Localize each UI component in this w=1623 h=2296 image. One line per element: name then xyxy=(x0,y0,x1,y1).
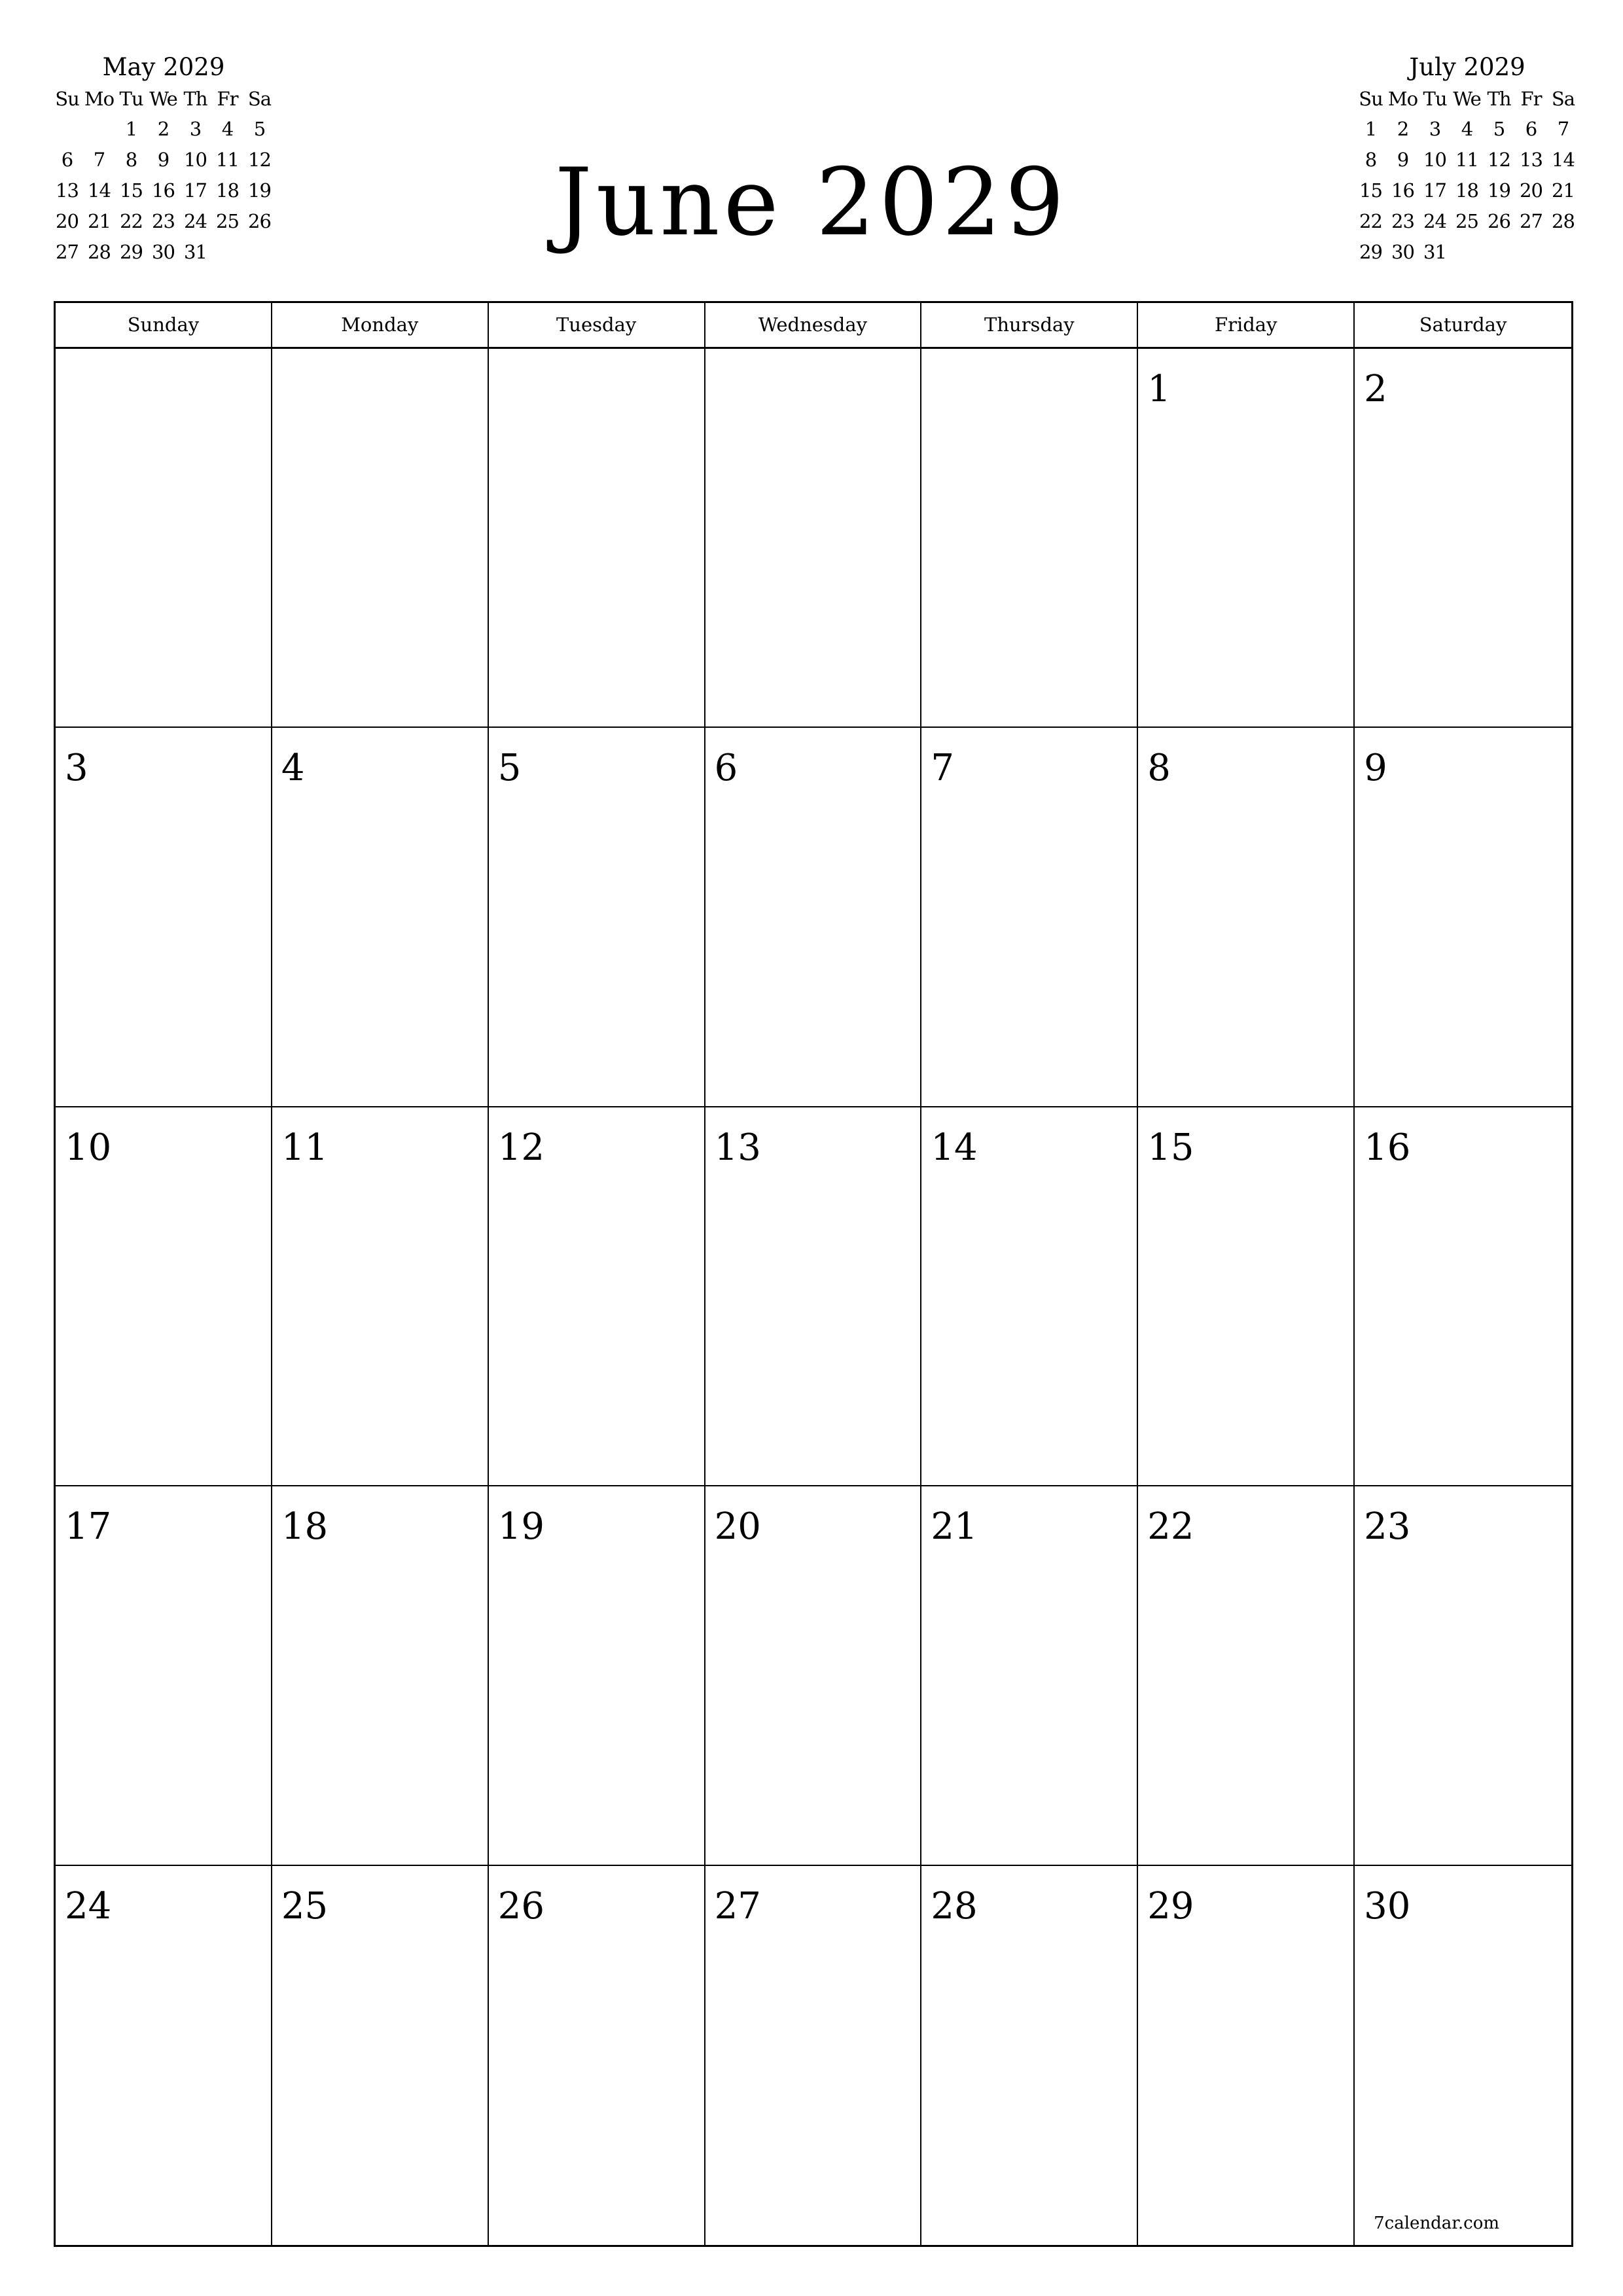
day-number: 2 xyxy=(1364,368,1387,410)
day-number: 6 xyxy=(714,747,738,790)
mini-day xyxy=(1451,237,1483,268)
mini-weekday: Tu xyxy=(1423,88,1447,110)
day-number: 12 xyxy=(497,1126,544,1169)
day-cell[interactable] xyxy=(1138,1107,1355,1486)
day-cell[interactable] xyxy=(705,349,922,728)
day-number: 7 xyxy=(931,747,955,790)
mini-day xyxy=(1515,237,1547,268)
day-cell[interactable] xyxy=(921,1486,1138,1865)
day-number: 11 xyxy=(281,1126,329,1169)
mini-day xyxy=(1355,268,1387,298)
day-number: 13 xyxy=(714,1126,761,1169)
mini-weekday: Th xyxy=(183,88,207,110)
mini-calendar-next xyxy=(1355,51,1580,298)
mini-calendar-title: May 2029 xyxy=(102,53,225,81)
day-cell[interactable] xyxy=(56,1866,272,2245)
mini-day: 19 xyxy=(1488,179,1510,202)
day-number: 30 xyxy=(1364,1884,1411,1928)
mini-day: 7 xyxy=(93,149,105,171)
day-cell[interactable] xyxy=(489,728,705,1107)
day-number: 24 xyxy=(65,1884,112,1928)
mini-weekday: Su xyxy=(1359,88,1383,110)
day-cell[interactable] xyxy=(489,349,705,728)
day-number: 20 xyxy=(714,1505,761,1549)
day-cell[interactable] xyxy=(1138,349,1355,728)
weekday-header-row xyxy=(56,303,1571,349)
page-title: June 2029 xyxy=(554,149,1069,257)
day-number: 17 xyxy=(65,1505,112,1549)
mini-weekday: Fr xyxy=(217,88,238,110)
day-cell[interactable] xyxy=(56,1486,272,1865)
day-number: 23 xyxy=(1364,1505,1411,1549)
mini-day: 14 xyxy=(1552,149,1575,171)
mini-day-grid xyxy=(51,114,276,298)
mini-weekday: We xyxy=(1453,88,1481,110)
mini-day xyxy=(1483,237,1515,268)
mini-day: 13 xyxy=(56,179,79,202)
mini-day: 25 xyxy=(1455,210,1478,232)
day-cell[interactable] xyxy=(921,349,1138,728)
day-cell[interactable] xyxy=(272,349,489,728)
mini-day: 20 xyxy=(56,210,79,232)
mini-day: 23 xyxy=(1391,210,1414,232)
mini-day: 12 xyxy=(1488,149,1510,171)
day-cell[interactable] xyxy=(1138,1866,1355,2245)
mini-day: 3 xyxy=(1429,118,1441,140)
mini-day: 27 xyxy=(1520,210,1543,232)
mini-day xyxy=(51,268,83,298)
day-cell[interactable] xyxy=(489,1486,705,1865)
mini-day: 6 xyxy=(1525,118,1537,140)
day-number: 4 xyxy=(281,747,305,790)
mini-weekday: Sa xyxy=(1551,88,1575,110)
day-cell[interactable] xyxy=(1355,1486,1571,1865)
mini-day: 19 xyxy=(248,179,271,202)
mini-weekday: Fr xyxy=(1520,88,1542,110)
mini-day-grid xyxy=(1355,114,1580,298)
weekday-header: Wednesday xyxy=(705,303,922,347)
day-number: 18 xyxy=(281,1505,329,1549)
mini-day: 16 xyxy=(1391,179,1414,202)
day-cell[interactable] xyxy=(921,1866,1138,2245)
mini-day: 5 xyxy=(1493,118,1505,140)
mini-day: 4 xyxy=(221,118,234,140)
mini-day: 13 xyxy=(1520,149,1543,171)
day-cell[interactable] xyxy=(1355,349,1571,728)
mini-day: 10 xyxy=(1423,149,1446,171)
mini-day: 5 xyxy=(253,118,266,140)
day-number: 28 xyxy=(931,1884,978,1928)
day-number: 10 xyxy=(65,1126,112,1169)
day-cell[interactable] xyxy=(705,728,922,1107)
mini-day: 1 xyxy=(1364,118,1377,140)
mini-weekday: Sa xyxy=(247,88,272,110)
day-cell[interactable] xyxy=(1355,1866,1571,2245)
mini-calendar-previous xyxy=(51,51,276,298)
mini-day: 4 xyxy=(1461,118,1473,140)
mini-day xyxy=(1547,237,1579,268)
day-cell[interactable] xyxy=(56,728,272,1107)
weekday-header: Thursday xyxy=(921,303,1138,347)
day-number: 26 xyxy=(497,1884,544,1928)
weekday-header: Saturday xyxy=(1419,314,1507,336)
day-cell[interactable] xyxy=(56,1107,272,1486)
day-number: 14 xyxy=(931,1126,978,1169)
mini-day: 25 xyxy=(216,210,239,232)
mini-day: 22 xyxy=(120,210,143,232)
mini-day: 16 xyxy=(152,179,175,202)
day-number: 15 xyxy=(1147,1126,1194,1169)
mini-day: 26 xyxy=(248,210,271,232)
day-number: 29 xyxy=(1147,1884,1194,1928)
mini-day xyxy=(51,114,83,145)
mini-day: 10 xyxy=(184,149,207,171)
day-cell[interactable] xyxy=(272,1866,489,2245)
mini-day: 2 xyxy=(1397,118,1409,140)
day-number: 16 xyxy=(1364,1126,1411,1169)
day-cells xyxy=(56,349,1571,2245)
day-cell[interactable] xyxy=(921,1107,1138,1486)
day-cell[interactable] xyxy=(1355,728,1571,1107)
site-credit: 7calendar.com xyxy=(1374,2214,1499,2233)
mini-weekday: Tu xyxy=(119,88,143,110)
mini-day: 24 xyxy=(1423,210,1446,232)
day-cell[interactable] xyxy=(705,1866,922,2245)
day-cell[interactable] xyxy=(1138,728,1355,1107)
day-cell[interactable] xyxy=(56,349,272,728)
mini-day: 11 xyxy=(1455,149,1478,171)
weekday-header: Sunday xyxy=(56,303,272,347)
mini-day: 6 xyxy=(61,149,73,171)
day-cell[interactable] xyxy=(1355,1107,1571,1486)
mini-day: 18 xyxy=(216,179,239,202)
mini-day: 23 xyxy=(152,210,175,232)
month-grid xyxy=(54,301,1573,2247)
day-number: 22 xyxy=(1147,1505,1194,1549)
day-number: 19 xyxy=(497,1505,544,1549)
mini-day xyxy=(243,237,276,268)
day-cell[interactable] xyxy=(272,1486,489,1865)
day-number: 3 xyxy=(65,747,88,790)
weekday-header: Friday xyxy=(1138,303,1355,347)
mini-day: 30 xyxy=(152,241,175,263)
day-number: 5 xyxy=(497,747,522,790)
mini-weekday: Th xyxy=(1487,88,1511,110)
mini-day: 14 xyxy=(88,179,111,202)
mini-day: 30 xyxy=(1391,241,1414,263)
day-cell[interactable] xyxy=(489,1107,705,1486)
mini-day: 31 xyxy=(1423,241,1446,263)
mini-day: 15 xyxy=(1359,179,1382,202)
mini-day: 12 xyxy=(248,149,271,171)
mini-weekday: Mo xyxy=(84,88,115,110)
mini-day xyxy=(83,114,115,145)
mini-day: 15 xyxy=(120,179,143,202)
mini-day: 29 xyxy=(1359,241,1382,263)
mini-day: 17 xyxy=(184,179,207,202)
weekday-header: Monday xyxy=(272,303,489,347)
day-number: 1 xyxy=(1147,368,1171,410)
mini-day: 7 xyxy=(1557,118,1569,140)
mini-day: 18 xyxy=(1455,179,1478,202)
mini-day: 9 xyxy=(1397,149,1409,171)
mini-day xyxy=(211,237,243,268)
day-number: 25 xyxy=(281,1884,329,1928)
mini-day: 24 xyxy=(184,210,207,232)
mini-weekday-row xyxy=(51,84,276,114)
mini-day: 8 xyxy=(125,149,137,171)
day-cell[interactable] xyxy=(272,1107,489,1486)
mini-day: 27 xyxy=(56,241,79,263)
mini-day: 29 xyxy=(120,241,143,263)
day-number: 27 xyxy=(714,1884,761,1928)
mini-day: 21 xyxy=(88,210,111,232)
day-cell[interactable] xyxy=(272,728,489,1107)
day-cell[interactable] xyxy=(705,1107,922,1486)
mini-day: 28 xyxy=(1552,210,1575,232)
mini-day: 1 xyxy=(125,118,137,140)
mini-day: 31 xyxy=(184,241,207,263)
day-number: 21 xyxy=(931,1505,978,1549)
mini-day: 3 xyxy=(189,118,202,140)
mini-day: 21 xyxy=(1552,179,1575,202)
day-cell[interactable] xyxy=(1138,1486,1355,1865)
day-cell[interactable] xyxy=(705,1486,922,1865)
mini-day: 20 xyxy=(1520,179,1543,202)
mini-day: 26 xyxy=(1488,210,1510,232)
weekday-header: Tuesday xyxy=(489,303,705,347)
mini-weekday-row xyxy=(1355,84,1580,114)
day-cell[interactable] xyxy=(921,728,1138,1107)
day-cell[interactable] xyxy=(489,1866,705,2245)
mini-day: 9 xyxy=(157,149,169,171)
mini-weekday: Su xyxy=(55,88,79,110)
mini-calendar-title: July 2029 xyxy=(1409,53,1525,81)
mini-weekday: We xyxy=(149,88,177,110)
mini-day: 8 xyxy=(1364,149,1377,171)
day-number: 8 xyxy=(1147,747,1171,790)
mini-day: 2 xyxy=(157,118,169,140)
mini-day: 17 xyxy=(1423,179,1446,202)
mini-day: 28 xyxy=(88,241,111,263)
mini-day: 11 xyxy=(216,149,239,171)
mini-day: 22 xyxy=(1359,210,1382,232)
day-number: 9 xyxy=(1364,747,1387,790)
mini-weekday: Mo xyxy=(1387,88,1418,110)
